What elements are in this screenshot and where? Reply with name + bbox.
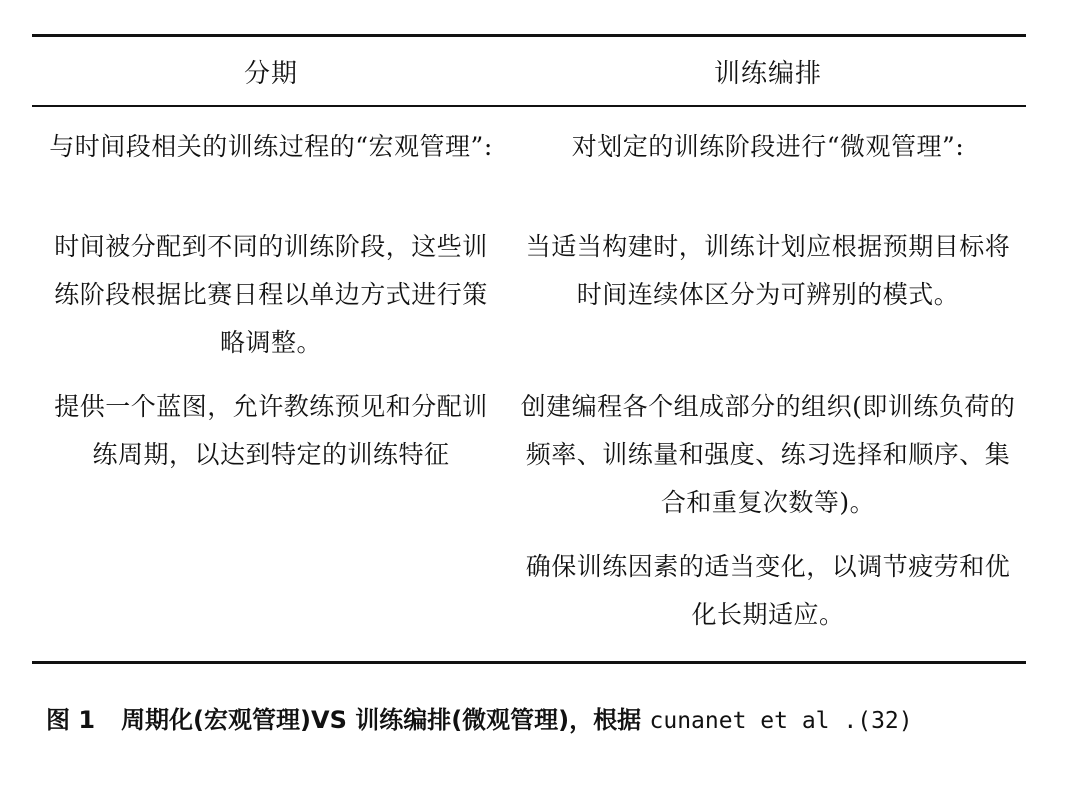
table-row bbox=[32, 223, 1026, 383]
caption-label: 图 1 bbox=[46, 706, 96, 734]
table-cell-left: 提供一个蓝图，允许教练预见和分配训练周期，以达到特定的训练特征 bbox=[54, 392, 488, 469]
table-cell-right: 对划定的训练阶段进行“微观管理”: bbox=[571, 132, 965, 161]
table-cell-right: 当适当构建时，训练计划应根据预期目标将时间连续体区分为可辨别的模式。 bbox=[525, 232, 1011, 309]
table-bottom-rule bbox=[32, 661, 1026, 664]
caption-text: 周期化(宏观管理)VS 训练编排(微观管理)，根据 bbox=[121, 706, 642, 734]
header-training-programming: 训练编排 bbox=[713, 58, 822, 89]
table-row bbox=[32, 543, 1026, 651]
table-row bbox=[32, 383, 1026, 543]
table-body bbox=[32, 107, 1026, 661]
table-cell-right: 创建编程各个组成部分的组织(即训练负荷的频率、训练量和强度、练习选择和顺序、集合和重复次数等)。 bbox=[520, 392, 1016, 517]
table-cell-right: 确保训练因素的适当变化，以调节疲劳和优化长期适应。 bbox=[525, 552, 1011, 629]
figure-caption bbox=[46, 700, 1046, 735]
table-header-row bbox=[32, 37, 1026, 105]
caption-citation: cunanet et al .(32) bbox=[649, 708, 913, 734]
header-periodization: 分期 bbox=[243, 58, 298, 89]
table-cell-left: 与时间段相关的训练过程的“宏观管理”: bbox=[49, 132, 493, 161]
table-row bbox=[32, 123, 1026, 223]
comparison-table bbox=[32, 34, 1026, 664]
table-cell-left: 时间被分配到不同的训练阶段，这些训练阶段根据比赛日程以单边方式进行策略调整。 bbox=[54, 232, 488, 357]
